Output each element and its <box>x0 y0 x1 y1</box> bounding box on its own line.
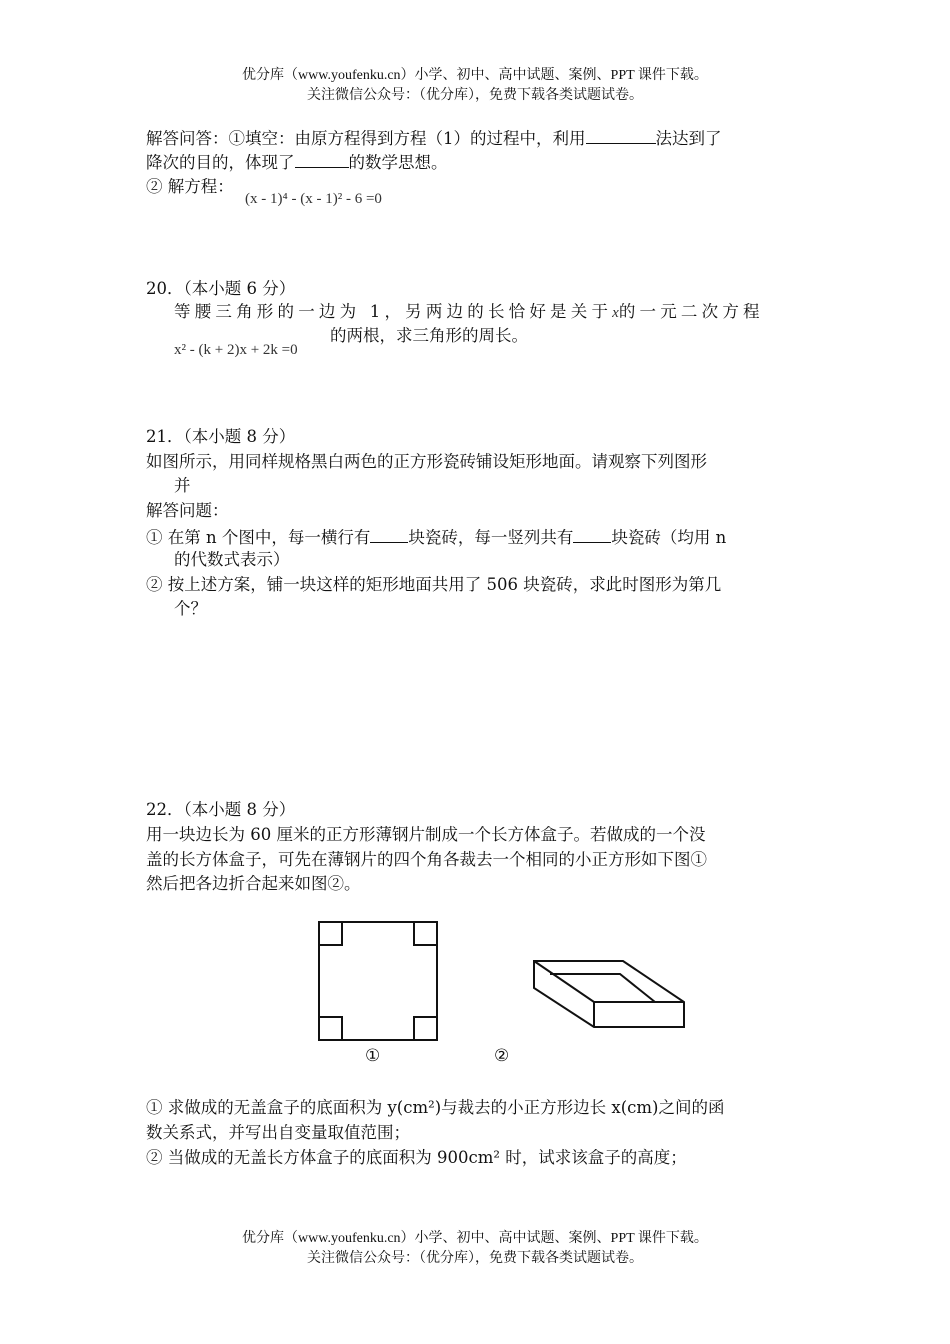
header-line-1: 优分库（www.youfenku.cn）小学、初中、高中试题、案例、PPT 课件下载。 <box>242 68 708 83</box>
footer-line-2: 关注微信公众号：（优分库），免费下载各类试题试卷。 <box>307 1251 643 1266</box>
answer-blank[interactable] <box>370 524 408 543</box>
q22-line-4: ① 求做成的无盖盒子的底面积为 y(cm²)与裁去的小正方形边长 x(cm)之间的函 <box>146 1098 725 1117</box>
q19-text-d: 的数学思想。 <box>348 153 448 172</box>
q19-line-1 <box>146 125 722 151</box>
answer-blank[interactable] <box>295 149 349 168</box>
q19-line-2 <box>146 149 448 175</box>
q22-title: 22．（本小题 8 分） <box>146 800 296 819</box>
q19-line-3: ② 解方程： <box>146 177 234 196</box>
q22-line-3: 然后把各边折合起来如图②。 <box>146 874 361 893</box>
figure-2-open-box <box>531 958 689 1030</box>
figure-1-sheet-with-corner-cuts <box>318 921 440 1043</box>
q20-line-2: 的两根，求三角形的周长。 <box>330 326 528 345</box>
q21-line-1: 如图所示，用同样规格黑白两色的正方形瓷砖铺设矩形地面。请观察下列图形 <box>146 452 707 471</box>
q19-text-c: 降次的目的，体现了 <box>146 153 295 172</box>
figure-1-label: ① <box>365 1046 381 1066</box>
q20-title: 20．（本小题 6 分） <box>146 279 296 298</box>
figure-2-label: ② <box>494 1046 510 1066</box>
q19-text-b: 法达到了 <box>655 129 722 148</box>
q21-line-5: 的代数式表示） <box>174 550 290 569</box>
answer-blank[interactable] <box>586 125 656 144</box>
q21-line-4 <box>146 524 726 550</box>
q21-line-7: 个？ <box>174 599 207 618</box>
q21-text-c: 块瓷砖（均用 n <box>611 528 727 547</box>
answer-blank[interactable] <box>573 524 611 543</box>
q21-text-a: ① 在第 n 个图中，每一横行有 <box>146 528 371 547</box>
q19-text-a: 解答问答：①填空：由原方程得到方程（1）的过程中，利用 <box>146 129 586 148</box>
q21-line-2: 并 <box>174 476 191 495</box>
q22-line-5: 数关系式，并写出自变量取值范围； <box>146 1123 410 1142</box>
q20-text-b: 的一元二次方程 <box>618 302 764 321</box>
footer-line-1: 优分库（www.youfenku.cn）小学、初中、高中试题、案例、PPT 课件下载。 <box>242 1231 708 1246</box>
q20-text-a: 等腰三角形的一边为 1，另两边的长恰好是关于 <box>174 302 613 321</box>
q19-equation: (x - 1)⁴ - (x - 1)² - 6 =0 <box>245 191 382 207</box>
q22-line-1: 用一块边长为 60 厘米的正方形薄钢片制成一个长方体盒子。若做成的一个没 <box>146 825 706 844</box>
header-line-2: 关注微信公众号：（优分库），免费下载各类试题试卷。 <box>307 88 643 103</box>
q21-title: 21．（本小题 8 分） <box>146 427 296 446</box>
q22-line-2: 盖的长方体盒子，可先在薄钢片的四个角各裁去一个相同的小正方形如下图① <box>146 850 707 869</box>
q20-equation: x² - (k + 2)x + 2k =0 <box>174 342 298 358</box>
q21-line-3: 解答问题： <box>146 501 229 520</box>
q21-text-b: 块瓷砖，每一竖列共有 <box>408 528 574 547</box>
q20-variable: x <box>612 305 619 321</box>
q21-line-6: ② 按上述方案，铺一块这样的矩形地面共用了 506 块瓷砖，求此时图形为第几 <box>146 575 722 594</box>
q20-line-1 <box>174 300 764 325</box>
q22-line-6: ② 当做成的无盖长方体盒子的底面积为 900cm² 时，试求该盒子的高度； <box>146 1148 687 1167</box>
